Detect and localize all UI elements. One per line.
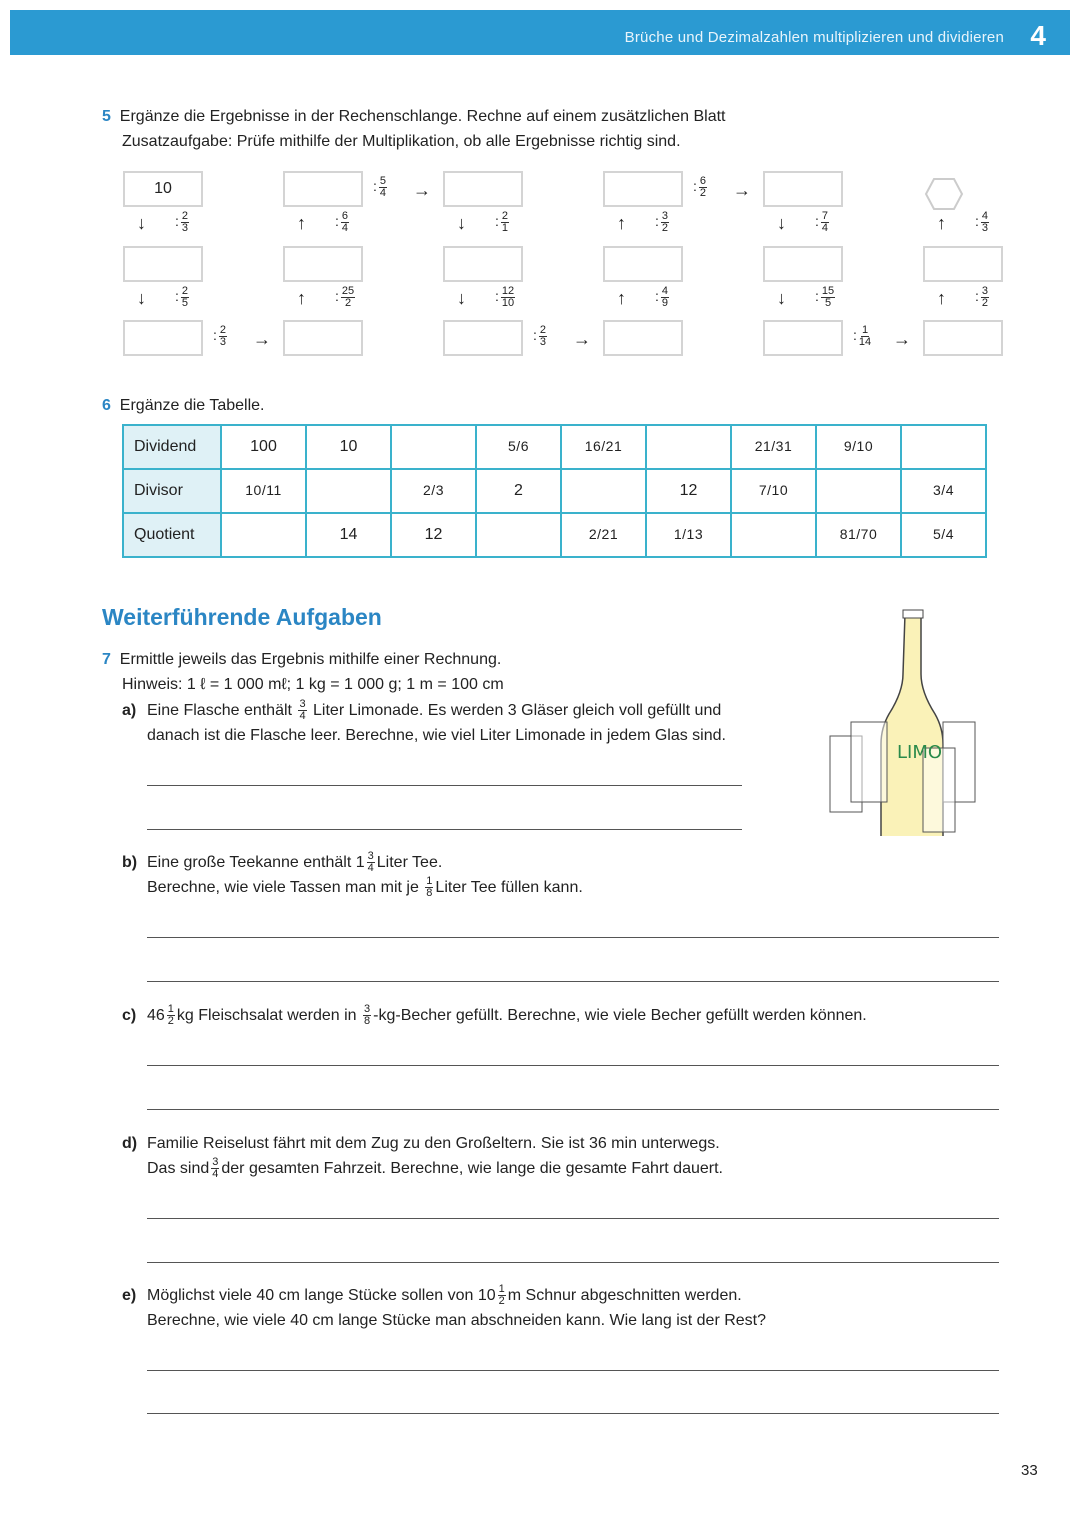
fraction <box>821 211 829 234</box>
divide-operator <box>655 286 671 309</box>
task-c <box>122 1003 867 1028</box>
colon: : <box>533 327 537 344</box>
task-text: danach ist die Flasche leer. Berechne, wie viel Liter Limonade in jedem Glas sind. <box>147 727 726 744</box>
numerator: 2 <box>501 210 509 222</box>
table-cell <box>391 469 476 513</box>
numerator: 2 <box>181 285 189 297</box>
fraction <box>167 1004 175 1027</box>
chapter-title: Brüche und Dezimalzahlen multiplizieren und dividieren <box>624 29 1004 46</box>
numerator: 4 <box>981 210 989 222</box>
task-label: a) <box>122 702 137 719</box>
colon: : <box>495 288 499 305</box>
arrow-right-icon: → <box>253 329 271 349</box>
numerator: 3 <box>299 698 306 711</box>
arrow-up-icon: ↑ <box>617 213 626 233</box>
numerator: 5 <box>379 175 387 187</box>
table-cell <box>306 425 391 469</box>
numerator: 2 <box>219 324 227 336</box>
fraction <box>298 699 306 722</box>
numerator: 6 <box>341 210 349 222</box>
arrow-down-icon: ↓ <box>777 213 786 233</box>
colon: : <box>975 288 979 305</box>
divide-operator <box>693 176 709 199</box>
empty-answer-cell[interactable] <box>731 513 816 557</box>
task-label: e) <box>122 1287 137 1304</box>
fraction <box>981 211 989 234</box>
numerator: 1 <box>498 1283 505 1296</box>
row-label: Quotient <box>123 513 221 557</box>
fraction-value: 1/13 <box>673 526 704 542</box>
colon: : <box>175 213 179 230</box>
task-a <box>122 698 726 748</box>
exercise-5-line1: Ergänze die Ergebnisse in der Rechenschlange. Rechne auf einem zusätzlichen Blatt <box>119 108 726 125</box>
colon: : <box>213 327 217 344</box>
table-cell <box>561 513 646 557</box>
task-text: kg Fleischsalat werden in <box>176 1007 357 1024</box>
divide-operator <box>815 211 831 234</box>
fraction <box>539 325 547 348</box>
table-cell <box>306 513 391 557</box>
numerator: 1 <box>861 324 869 336</box>
table-cell <box>816 425 901 469</box>
answer-box[interactable] <box>283 171 363 207</box>
task-text: m Schnur abgeschnitten werden. <box>507 1287 742 1304</box>
fraction <box>181 286 189 309</box>
denominator: 8 <box>364 1015 371 1028</box>
task-label: b) <box>122 854 138 871</box>
colon: : <box>175 288 179 305</box>
fraction-value: 81/70 <box>839 526 878 542</box>
table-cell <box>221 469 306 513</box>
empty-answer-cell[interactable] <box>561 469 646 513</box>
denominator: 4 <box>299 710 306 723</box>
fraction <box>341 286 355 309</box>
arrow-down-icon: ↓ <box>137 213 146 233</box>
exercise-6-text <box>102 393 265 418</box>
denominator: 2 <box>167 1015 174 1028</box>
denominator: 8 <box>426 887 433 900</box>
answer-line[interactable] <box>147 829 742 830</box>
fraction-value: 2/3 <box>423 482 444 498</box>
exercise-number: 6 <box>102 397 111 414</box>
answer-box[interactable] <box>123 320 203 356</box>
fraction-value: 5/4 <box>933 526 954 542</box>
answer-line[interactable] <box>147 1262 999 1263</box>
answer-box[interactable] <box>603 171 683 207</box>
table-cell <box>901 513 986 557</box>
table-cell <box>561 425 646 469</box>
fraction <box>859 325 871 348</box>
arrow-up-icon: ↑ <box>937 288 946 308</box>
denominator: 5 <box>181 297 189 309</box>
task-text: Das sind <box>147 1160 210 1177</box>
answer-line[interactable] <box>147 1370 999 1371</box>
task-text: 46 <box>147 1007 165 1024</box>
answer-box[interactable] <box>763 246 843 282</box>
divide-operator <box>335 286 357 309</box>
fraction <box>501 211 509 234</box>
numerator: 25 <box>341 285 355 297</box>
fraction <box>661 286 669 309</box>
arrow-up-icon: ↑ <box>297 288 306 308</box>
divide-operator <box>975 211 991 234</box>
fraction <box>211 1157 219 1180</box>
page-number: 33 <box>1021 1462 1038 1479</box>
fraction <box>498 1284 506 1307</box>
fraction <box>219 325 227 348</box>
arrow-right-icon: → <box>893 329 911 349</box>
fraction-value: 5/6 <box>508 438 529 454</box>
task-text: Eine große Teekanne enthält 1 <box>147 854 365 871</box>
divide-operator <box>175 211 191 234</box>
table-row <box>123 469 986 513</box>
fraction <box>661 211 669 234</box>
colon: : <box>655 213 659 230</box>
fraction-value: 7/10 <box>758 482 789 498</box>
answer-box[interactable] <box>763 320 843 356</box>
divide-operator <box>533 325 549 348</box>
numerator: 12 <box>501 285 515 297</box>
divide-operator <box>373 176 389 199</box>
division-table <box>122 424 987 558</box>
exercise-5-text <box>102 104 726 154</box>
denominator: 10 <box>501 297 515 309</box>
fraction <box>363 1004 371 1027</box>
task-text: -kg-Becher gefüllt. Berechne, wie viele Becher gefüllt werden können. <box>373 1007 867 1024</box>
divide-operator <box>975 286 991 309</box>
task-label: c) <box>122 1007 137 1024</box>
numerator: 4 <box>661 285 669 297</box>
answer-box[interactable] <box>923 246 1003 282</box>
table-cell <box>391 513 476 557</box>
exercise-number: 5 <box>102 108 111 125</box>
denominator: 2 <box>661 222 669 234</box>
numerator: 1 <box>167 1003 174 1016</box>
empty-answer-cell[interactable] <box>221 513 306 557</box>
denominator: 2 <box>699 187 707 199</box>
numerator: 3 <box>981 285 989 297</box>
empty-answer-cell[interactable] <box>391 425 476 469</box>
task-text: Familie Reiselust fährt mit dem Zug zu den Großeltern. Sie ist 36 min unterwegs. <box>147 1135 720 1152</box>
colon: : <box>815 288 819 305</box>
empty-answer-cell[interactable] <box>816 469 901 513</box>
divide-operator <box>495 211 511 234</box>
row-label: Divisor <box>123 469 221 513</box>
denominator: 5 <box>824 297 832 309</box>
answer-line[interactable] <box>147 981 999 982</box>
exercise-6-instruction: Ergänze die Tabelle. <box>119 397 265 414</box>
exercise-7-hint: Hinweis: 1 ℓ = 1 000 mℓ; 1 kg = 1 000 g; 1 m = 100 cm <box>122 676 504 693</box>
colon: : <box>335 288 339 305</box>
arrow-down-icon: ↓ <box>457 288 466 308</box>
denominator: 3 <box>181 222 189 234</box>
numerator: 2 <box>181 210 189 222</box>
lemonade-bottle-illustration <box>825 608 985 836</box>
table-row <box>123 425 986 469</box>
fraction <box>699 176 707 199</box>
numerator: 1 <box>426 875 433 888</box>
answer-line[interactable] <box>147 937 999 938</box>
arrow-down-icon: ↓ <box>457 213 466 233</box>
denominator: 3 <box>981 222 989 234</box>
fraction <box>367 851 375 874</box>
task-label: d) <box>122 1135 138 1152</box>
numerator: 3 <box>661 210 669 222</box>
colon: : <box>335 213 339 230</box>
arrow-up-icon: ↑ <box>297 213 306 233</box>
table-cell <box>731 469 816 513</box>
answer-box[interactable] <box>283 246 363 282</box>
answer-box[interactable]: 10 <box>123 171 203 207</box>
exercise-7-intro-text: Ermittle jeweils das Ergebnis mithilfe einer Rechnung. <box>119 651 502 668</box>
fraction <box>501 286 515 309</box>
table-cell <box>476 469 561 513</box>
task-text: Liter Tee füllen kann. <box>435 879 583 896</box>
arrow-down-icon: ↓ <box>137 288 146 308</box>
denominator: 2 <box>498 1295 505 1308</box>
arrow-right-icon: → <box>733 180 751 200</box>
answer-line[interactable] <box>147 1109 999 1110</box>
denominator: 4 <box>367 862 374 875</box>
arrow-down-icon: ↓ <box>777 288 786 308</box>
fraction <box>379 176 387 199</box>
answer-box[interactable] <box>603 320 683 356</box>
divide-operator <box>655 211 671 234</box>
cell-value: 12 <box>679 482 698 499</box>
colon: : <box>693 178 697 195</box>
colon: : <box>815 213 819 230</box>
answer-line[interactable] <box>147 1218 999 1219</box>
table-cell <box>731 425 816 469</box>
task-text: der gesamten Fahrzeit. Berechne, wie lange die gesamte Fahrt dauert. <box>221 1160 723 1177</box>
task-e <box>122 1283 766 1333</box>
chapter-number: 4 <box>1030 20 1046 51</box>
section-title: Weiterführende Aufgaben <box>102 604 382 630</box>
empty-answer-cell[interactable] <box>306 469 391 513</box>
table-cell <box>221 425 306 469</box>
denominator: 2 <box>344 297 352 309</box>
fraction-value: 16/21 <box>584 438 623 454</box>
answer-box[interactable] <box>443 171 523 207</box>
colon: : <box>373 178 377 195</box>
denominator: 4 <box>379 187 387 199</box>
denominator: 3 <box>219 336 227 348</box>
task-text: Möglichst viele 40 cm lange Stücke sollen von 10 <box>147 1287 496 1304</box>
divide-operator <box>213 325 229 348</box>
task-text: Eine Flasche enthält <box>147 702 292 719</box>
table-cell <box>646 513 731 557</box>
row-label: Dividend <box>123 425 221 469</box>
answer-box[interactable] <box>923 320 1003 356</box>
denominator: 1 <box>501 222 509 234</box>
numerator: 3 <box>364 1003 371 1016</box>
answer-box[interactable] <box>123 246 203 282</box>
table-cell <box>476 425 561 469</box>
numerator: 6 <box>699 175 707 187</box>
answer-box[interactable] <box>443 246 523 282</box>
fraction-value: 10/11 <box>245 482 282 498</box>
divide-operator <box>853 325 873 348</box>
denominator: 4 <box>341 222 349 234</box>
answer-box[interactable] <box>443 320 523 356</box>
divide-operator <box>175 286 191 309</box>
cell-value: 12 <box>424 526 443 543</box>
numerator: 15 <box>821 285 835 297</box>
fraction <box>821 286 835 309</box>
numerator: 7 <box>821 210 829 222</box>
exercise-7-intro <box>102 647 504 697</box>
exercise-number: 7 <box>102 651 111 668</box>
numerator: 3 <box>212 1156 219 1169</box>
colon: : <box>853 327 857 344</box>
cell-value: 100 <box>250 438 277 455</box>
divide-operator <box>495 286 517 309</box>
cell-value: 10 <box>339 438 358 455</box>
task-d <box>122 1131 723 1181</box>
divide-operator <box>335 211 351 234</box>
fraction-value: 2/21 <box>588 526 619 542</box>
cell-value: 14 <box>339 526 358 543</box>
numerator: 2 <box>539 324 547 336</box>
fraction <box>181 211 189 234</box>
denominator: 4 <box>212 1168 219 1181</box>
fraction <box>341 211 349 234</box>
fraction-value: 9/10 <box>843 438 874 454</box>
arrow-right-icon: → <box>573 329 591 349</box>
task-text: Liter Limonade. Es werden 3 Gläser gleich voll gefüllt und <box>313 702 722 719</box>
task-text: Berechne, wie viele Tassen man mit je <box>147 879 419 896</box>
answer-box[interactable] <box>763 171 843 207</box>
table-cell <box>646 469 731 513</box>
table-row <box>123 513 986 557</box>
result-hexagon[interactable] <box>924 177 964 213</box>
empty-answer-cell[interactable] <box>901 425 986 469</box>
colon: : <box>655 288 659 305</box>
answer-box[interactable] <box>283 320 363 356</box>
answer-box[interactable] <box>603 246 683 282</box>
answer-line[interactable] <box>147 1065 999 1066</box>
denominator: 2 <box>981 297 989 309</box>
table-cell <box>816 513 901 557</box>
table-cell <box>901 469 986 513</box>
fraction-value: 3/4 <box>933 482 954 498</box>
fraction <box>425 876 433 899</box>
arrow-right-icon: → <box>413 180 431 200</box>
arrow-up-icon: ↑ <box>937 213 946 233</box>
numerator: 3 <box>367 850 374 863</box>
cell-value: 2 <box>514 482 523 499</box>
denominator: 9 <box>661 297 669 309</box>
colon: : <box>495 213 499 230</box>
empty-answer-cell[interactable] <box>476 513 561 557</box>
fraction <box>981 286 989 309</box>
task-text: Liter Tee. <box>376 854 443 871</box>
task-text: Berechne, wie viele 40 cm lange Stücke man abschneiden kann. Wie lang ist der Rest? <box>147 1312 767 1329</box>
chapter-header <box>10 10 1070 55</box>
fraction-value: 21/31 <box>754 438 793 454</box>
answer-line[interactable] <box>147 785 742 786</box>
colon: : <box>975 213 979 230</box>
arrow-up-icon: ↑ <box>617 288 626 308</box>
empty-answer-cell[interactable] <box>646 425 731 469</box>
divide-operator <box>815 286 837 309</box>
denominator: 4 <box>821 222 829 234</box>
exercise-5-line2: Zusatzaufgabe: Prüfe mithilfe der Multiplikation, ob alle Ergebnisse richtig sind. <box>122 133 681 150</box>
answer-line[interactable] <box>147 1413 999 1414</box>
denominator: 14 <box>858 336 872 348</box>
bottle-label: LIMO <box>897 742 943 763</box>
task-b <box>122 850 583 900</box>
denominator: 3 <box>539 336 547 348</box>
